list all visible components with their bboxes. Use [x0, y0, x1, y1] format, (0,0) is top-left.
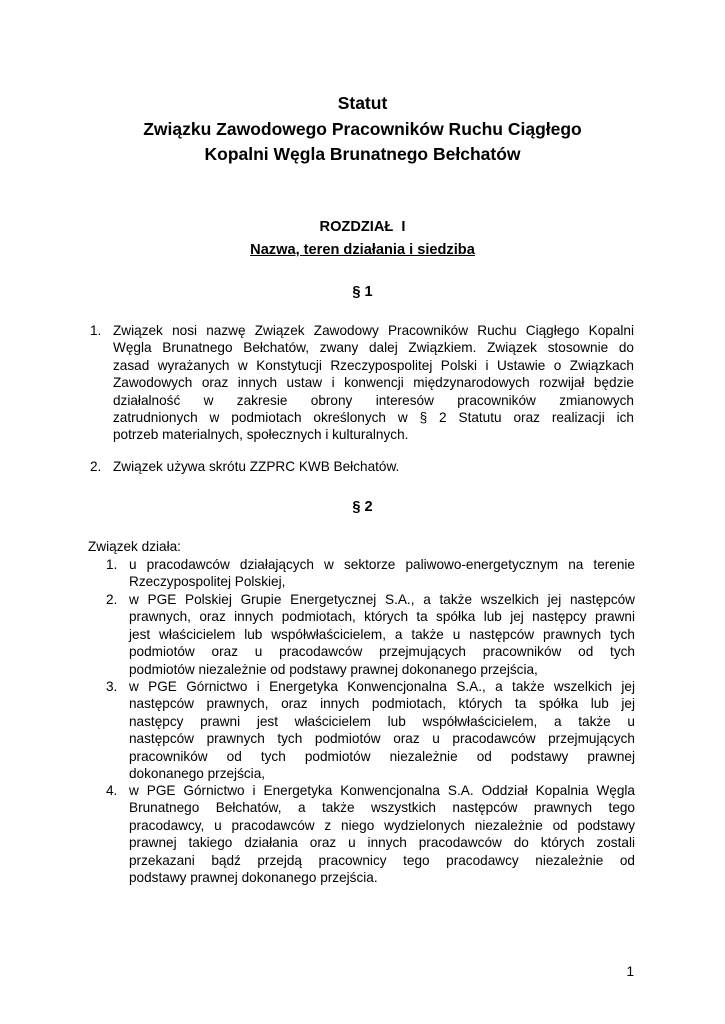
section-2-item-1 — [106, 556, 635, 591]
text-line: zasad wyrażanych w Konstytucji Rzeczypospolitej Polski i Ustawie o Związkach — [113, 357, 634, 373]
text-line: pracodawcy, u pracodawców z niego wydzielonych niezależnie od podstawy — [129, 817, 635, 833]
text-line: u pracodawców działających w sektorze paliwowo-energetycznym na terenie — [129, 557, 635, 572]
list-number: 2. — [90, 459, 102, 474]
text-line: w PGE Polskiej Grupie Energetycznej S.A., a także wszelkich jej następców — [129, 592, 635, 607]
section-2-item-2 — [106, 591, 635, 678]
text-line: jest właścicielem lub współwłaścicielem, a także u następców prawnych tych — [129, 626, 635, 642]
list-number: 1. — [90, 323, 102, 338]
text-line: następców prawnych, oraz innych podmiotach, których ta spółka lub jej — [129, 696, 635, 712]
list-number: 3. — [106, 679, 118, 694]
text-line: w PGE Górnictwo i Energetyka Konwencjonalna S.A. Oddział Kopalnia Węgla — [129, 783, 635, 798]
text-line: następcy prawni jest właścicielem lub współwłaścicielem, a także u — [129, 713, 635, 729]
title-line-3: Kopalni Węgla Brunatnego Bełchatów — [204, 144, 521, 164]
chapter-subtitle: Nazwa, teren działania i siedziba — [250, 242, 475, 258]
section-1-item-1 — [90, 322, 634, 444]
text-line: Związek nosi nazwę Związek Zawodowy Pracowników Ruchu Ciągłego Kopalni — [113, 323, 634, 338]
text-line: podmiotów oraz u pracodawców przejmujących pracowników od tych — [129, 644, 635, 660]
text-line: pracowników od tych podmiotów niezależnie od podstawy prawnej — [129, 748, 635, 764]
section-2-item-3 — [106, 678, 635, 782]
title-line-2: Związku Zawodowego Pracowników Ruchu Ciągłego — [143, 118, 582, 139]
section-2-heading: § 2 — [352, 499, 373, 515]
text-line: w PGE Górnictwo i Energetyka Konwencjonalna S.A., a także wszelkich jej — [129, 679, 635, 694]
document-title — [0, 91, 725, 168]
text-line: prawnej takiego działania oraz u innych pracodawców do których zostali — [129, 835, 635, 851]
text-line: podmiotów niezależnie od podstawy prawnej dokonanego przejścia, — [129, 661, 538, 677]
list-number: 1. — [106, 557, 118, 572]
page-number: 1 — [626, 964, 634, 979]
text-line: potrzeb materialnych, społecznych i kulturalnych. — [113, 427, 409, 443]
list-number: 2. — [106, 592, 118, 607]
section-2-lead: Związek działa: — [88, 539, 181, 554]
title-line-1: Statut — [337, 93, 388, 113]
text-line: podstawy prawnej dokonanego przejścia. — [129, 870, 378, 886]
text-line: działalność w zakresie obrony interesów pracowników zmianowych — [113, 392, 634, 408]
text-line: prawnych, oraz innych podmiotach, których ta spółka lub jej następcy prawni — [129, 609, 635, 625]
section-1-item-2 — [90, 458, 634, 475]
text-line: Związek używa skrótu ZZPRC KWB Bełchatów. — [113, 459, 400, 474]
text-line: przekazani bądź przejdą pracownicy tego pracodawcy niezależnie od — [129, 852, 635, 868]
text-line: następców prawnych tych podmiotów oraz u pracodawców przejmujących — [129, 731, 635, 747]
text-line: Zawodowych oraz innych ustaw i konwencji międzynarodowych rozwijał będzie — [113, 375, 634, 391]
chapter-label: ROZDZIAŁ I — [319, 219, 406, 235]
list-number: 4. — [106, 783, 118, 798]
section-1-heading: § 1 — [352, 284, 373, 300]
section-2-item-4 — [106, 782, 635, 886]
text-line: Brunatnego Bełchatów, a także wszystkich następców prawnych tego — [129, 800, 635, 816]
text-line: dokonanego przejścia, — [129, 766, 266, 782]
text-line: zatrudnionych w podmiotach określonych w § 2 Statutu oraz realizacji ich — [113, 410, 634, 426]
chapter-heading — [0, 216, 725, 262]
text-line: Rzeczypospolitej Polskiej, — [129, 574, 286, 590]
text-line: Węgla Brunatnego Bełchatów, zwany dalej Związkiem. Związek stosownie do — [113, 340, 634, 356]
